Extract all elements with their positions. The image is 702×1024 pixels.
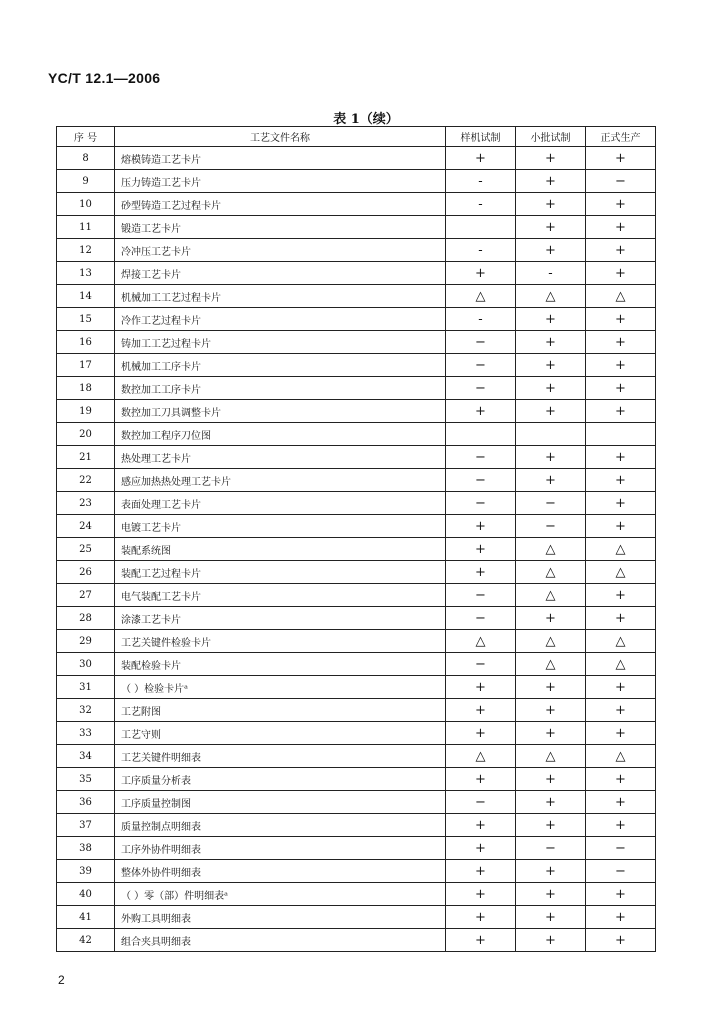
row-small-batch-mark: + (516, 469, 586, 492)
table-row (57, 538, 656, 561)
row-small-batch-mark: △ (516, 584, 586, 607)
row-small-batch-mark: + (516, 193, 586, 216)
row-serial-number: 19 (57, 400, 115, 423)
row-serial-number: 28 (57, 607, 115, 630)
row-serial-number: 38 (57, 837, 115, 860)
row-serial-number: 36 (57, 791, 115, 814)
table-header-row (57, 127, 656, 147)
row-document-name: 外购工具明细表 (115, 906, 446, 929)
row-document-name: 工艺关键件检验卡片 (115, 630, 446, 653)
row-serial-number: 20 (57, 423, 115, 446)
row-prototype-mark: − (446, 377, 516, 400)
row-serial-number: 10 (57, 193, 115, 216)
row-prototype-mark: + (446, 722, 516, 745)
row-small-batch-mark: + (516, 699, 586, 722)
row-production-mark: + (586, 262, 656, 285)
row-serial-number: 39 (57, 860, 115, 883)
row-serial-number: 32 (57, 699, 115, 722)
row-production-mark (586, 423, 656, 446)
row-prototype-mark: − (446, 354, 516, 377)
table-row (57, 630, 656, 653)
table-row (57, 239, 656, 262)
row-production-mark: + (586, 354, 656, 377)
row-production-mark: △ (586, 561, 656, 584)
row-production-mark: + (586, 515, 656, 538)
header-small-batch-trial: 小批试制 (516, 127, 586, 147)
row-production-mark: − (586, 170, 656, 193)
row-prototype-mark: + (446, 837, 516, 860)
row-document-name: 质量控制点明细表 (115, 814, 446, 837)
row-document-name: 组合夹具明细表 (115, 929, 446, 952)
row-production-mark: + (586, 193, 656, 216)
table-title: 表 1（续） (333, 112, 399, 127)
row-production-mark: + (586, 584, 656, 607)
row-prototype-mark (446, 423, 516, 446)
row-prototype-mark: - (446, 308, 516, 331)
row-production-mark: + (586, 791, 656, 814)
row-document-name: 工艺关键件明细表 (115, 745, 446, 768)
row-small-batch-mark: - (516, 262, 586, 285)
row-serial-number: 23 (57, 492, 115, 515)
row-small-batch-mark: △ (516, 561, 586, 584)
row-production-mark: + (586, 768, 656, 791)
header-prototype-trial: 样机试制 (446, 127, 516, 147)
row-production-mark: + (586, 446, 656, 469)
row-document-name: 电气装配工艺卡片 (115, 584, 446, 607)
row-production-mark: + (586, 722, 656, 745)
table-row (57, 354, 656, 377)
row-prototype-mark: + (446, 929, 516, 952)
row-prototype-mark: + (446, 538, 516, 561)
row-serial-number: 35 (57, 768, 115, 791)
row-small-batch-mark: + (516, 354, 586, 377)
row-prototype-mark: − (446, 492, 516, 515)
table-row (57, 423, 656, 446)
row-prototype-mark: - (446, 193, 516, 216)
row-document-name: 冷冲压工艺卡片 (115, 239, 446, 262)
row-small-batch-mark: − (516, 515, 586, 538)
table-row (57, 814, 656, 837)
row-prototype-mark: + (446, 883, 516, 906)
row-small-batch-mark: + (516, 607, 586, 630)
table-row (57, 400, 656, 423)
row-serial-number: 16 (57, 331, 115, 354)
table-row (57, 331, 656, 354)
row-serial-number: 29 (57, 630, 115, 653)
row-serial-number: 41 (57, 906, 115, 929)
table-row (57, 492, 656, 515)
row-small-batch-mark: △ (516, 538, 586, 561)
row-production-mark: − (586, 837, 656, 860)
row-document-name: 装配检验卡片 (115, 653, 446, 676)
row-document-name: 电镀工艺卡片 (115, 515, 446, 538)
row-small-batch-mark: + (516, 883, 586, 906)
standard-code: YC/T 12.1—2006 (48, 70, 161, 86)
row-document-name: 机械加工工艺过程卡片 (115, 285, 446, 308)
row-document-name: 数控加工刀具调整卡片 (115, 400, 446, 423)
row-serial-number: 37 (57, 814, 115, 837)
table-row (57, 929, 656, 952)
row-production-mark: + (586, 883, 656, 906)
row-prototype-mark: - (446, 239, 516, 262)
row-document-name: 铸加工工艺过程卡片 (115, 331, 446, 354)
row-production-mark: + (586, 814, 656, 837)
row-serial-number: 33 (57, 722, 115, 745)
row-production-mark: + (586, 377, 656, 400)
table-row (57, 193, 656, 216)
header-serial-number: 序 号 (57, 127, 115, 147)
row-production-mark: + (586, 906, 656, 929)
row-prototype-mark: + (446, 262, 516, 285)
process-document-table (56, 126, 656, 952)
row-small-batch-mark: + (516, 216, 586, 239)
row-small-batch-mark: + (516, 814, 586, 837)
row-serial-number: 27 (57, 584, 115, 607)
table-row (57, 584, 656, 607)
row-serial-number: 9 (57, 170, 115, 193)
row-serial-number: 14 (57, 285, 115, 308)
row-prototype-mark: + (446, 561, 516, 584)
row-prototype-mark: − (446, 469, 516, 492)
row-production-mark: △ (586, 538, 656, 561)
table-row (57, 377, 656, 400)
row-small-batch-mark: + (516, 170, 586, 193)
row-document-name: 数控加工工序卡片 (115, 377, 446, 400)
row-document-name: 压力铸造工艺卡片 (115, 170, 446, 193)
table-row (57, 837, 656, 860)
row-serial-number: 17 (57, 354, 115, 377)
table-row (57, 722, 656, 745)
row-production-mark: + (586, 147, 656, 170)
row-serial-number: 13 (57, 262, 115, 285)
table-row (57, 308, 656, 331)
row-small-batch-mark: + (516, 722, 586, 745)
row-small-batch-mark: + (516, 929, 586, 952)
row-document-name: 工艺附图 (115, 699, 446, 722)
row-document-name: 装配系统图 (115, 538, 446, 561)
row-prototype-mark: + (446, 814, 516, 837)
row-document-name: 热处理工艺卡片 (115, 446, 446, 469)
row-small-batch-mark: + (516, 377, 586, 400)
row-small-batch-mark: − (516, 837, 586, 860)
table-row (57, 791, 656, 814)
row-production-mark: △ (586, 630, 656, 653)
page-number: 2 (58, 973, 65, 987)
row-document-name: 冷作工艺过程卡片 (115, 308, 446, 331)
row-document-name: 熔模铸造工艺卡片 (115, 147, 446, 170)
row-serial-number: 21 (57, 446, 115, 469)
row-serial-number: 25 (57, 538, 115, 561)
row-prototype-mark (446, 216, 516, 239)
table-row (57, 446, 656, 469)
table-row (57, 147, 656, 170)
row-prototype-mark: + (446, 676, 516, 699)
row-small-batch-mark: △ (516, 653, 586, 676)
header-formal-production: 正式生产 (586, 127, 656, 147)
row-production-mark: + (586, 239, 656, 262)
row-serial-number: 26 (57, 561, 115, 584)
table-row (57, 653, 656, 676)
row-production-mark: + (586, 331, 656, 354)
row-prototype-mark: - (446, 170, 516, 193)
row-prototype-mark: + (446, 768, 516, 791)
table-row (57, 768, 656, 791)
row-serial-number: 30 (57, 653, 115, 676)
row-production-mark: + (586, 607, 656, 630)
row-prototype-mark: △ (446, 745, 516, 768)
row-small-batch-mark: + (516, 239, 586, 262)
table-body (57, 147, 656, 952)
row-prototype-mark: + (446, 860, 516, 883)
row-document-name: 砂型铸造工艺过程卡片 (115, 193, 446, 216)
row-small-batch-mark: + (516, 147, 586, 170)
row-document-name: 工艺守则 (115, 722, 446, 745)
row-prototype-mark: △ (446, 285, 516, 308)
row-production-mark: △ (586, 285, 656, 308)
row-document-name: 数控加工程序刀位图 (115, 423, 446, 446)
row-serial-number: 22 (57, 469, 115, 492)
row-production-mark: + (586, 469, 656, 492)
row-small-batch-mark (516, 423, 586, 446)
table-row (57, 883, 656, 906)
table-row (57, 170, 656, 193)
row-serial-number: 8 (57, 147, 115, 170)
row-document-name: 工序外协件明细表 (115, 837, 446, 860)
row-document-name: 机械加工工序卡片 (115, 354, 446, 377)
row-small-batch-mark: + (516, 331, 586, 354)
row-document-name: 涂漆工艺卡片 (115, 607, 446, 630)
row-document-name: 焊接工艺卡片 (115, 262, 446, 285)
row-serial-number: 12 (57, 239, 115, 262)
row-serial-number: 11 (57, 216, 115, 239)
row-production-mark: + (586, 216, 656, 239)
row-production-mark: △ (586, 745, 656, 768)
row-serial-number: 24 (57, 515, 115, 538)
row-prototype-mark: − (446, 584, 516, 607)
row-serial-number: 15 (57, 308, 115, 331)
row-prototype-mark: − (446, 607, 516, 630)
row-serial-number: 34 (57, 745, 115, 768)
row-document-name: 感应加热热处理工艺卡片 (115, 469, 446, 492)
table-row (57, 676, 656, 699)
row-prototype-mark: + (446, 699, 516, 722)
row-serial-number: 42 (57, 929, 115, 952)
row-production-mark: + (586, 492, 656, 515)
row-small-batch-mark: + (516, 446, 586, 469)
table-row (57, 607, 656, 630)
row-document-name: （ ）零（部）件明细表ᵃ (115, 883, 446, 906)
row-prototype-mark: + (446, 400, 516, 423)
row-small-batch-mark: − (516, 492, 586, 515)
row-small-batch-mark: + (516, 400, 586, 423)
row-production-mark: + (586, 308, 656, 331)
row-serial-number: 40 (57, 883, 115, 906)
row-small-batch-mark: + (516, 676, 586, 699)
table-row (57, 515, 656, 538)
row-prototype-mark: − (446, 791, 516, 814)
table-row (57, 745, 656, 768)
row-document-name: 整体外协件明细表 (115, 860, 446, 883)
table-row (57, 699, 656, 722)
row-document-name: 锻造工艺卡片 (115, 216, 446, 239)
row-production-mark: △ (586, 653, 656, 676)
row-serial-number: 31 (57, 676, 115, 699)
row-production-mark: + (586, 699, 656, 722)
row-prototype-mark: − (446, 653, 516, 676)
row-production-mark: − (586, 860, 656, 883)
row-small-batch-mark: + (516, 906, 586, 929)
table-row (57, 285, 656, 308)
row-prototype-mark: + (446, 515, 516, 538)
row-serial-number: 18 (57, 377, 115, 400)
table-row (57, 216, 656, 239)
row-document-name: 工序质量控制图 (115, 791, 446, 814)
row-document-name: 工序质量分析表 (115, 768, 446, 791)
table-row (57, 561, 656, 584)
row-prototype-mark: △ (446, 630, 516, 653)
row-small-batch-mark: + (516, 768, 586, 791)
header-document-name: 工艺文件名称 (115, 127, 446, 147)
row-production-mark: + (586, 400, 656, 423)
row-prototype-mark: + (446, 906, 516, 929)
row-document-name: （ ）检验卡片ᵃ (115, 676, 446, 699)
row-document-name: 装配工艺过程卡片 (115, 561, 446, 584)
row-production-mark: + (586, 929, 656, 952)
row-production-mark: + (586, 676, 656, 699)
row-document-name: 表面处理工艺卡片 (115, 492, 446, 515)
row-small-batch-mark: + (516, 791, 586, 814)
row-small-batch-mark: △ (516, 630, 586, 653)
row-small-batch-mark: + (516, 860, 586, 883)
row-small-batch-mark: △ (516, 285, 586, 308)
row-small-batch-mark: + (516, 308, 586, 331)
table-row (57, 262, 656, 285)
table-row (57, 860, 656, 883)
row-prototype-mark: − (446, 331, 516, 354)
row-prototype-mark: − (446, 446, 516, 469)
row-small-batch-mark: △ (516, 745, 586, 768)
table-row (57, 906, 656, 929)
row-prototype-mark: + (446, 147, 516, 170)
table-row (57, 469, 656, 492)
